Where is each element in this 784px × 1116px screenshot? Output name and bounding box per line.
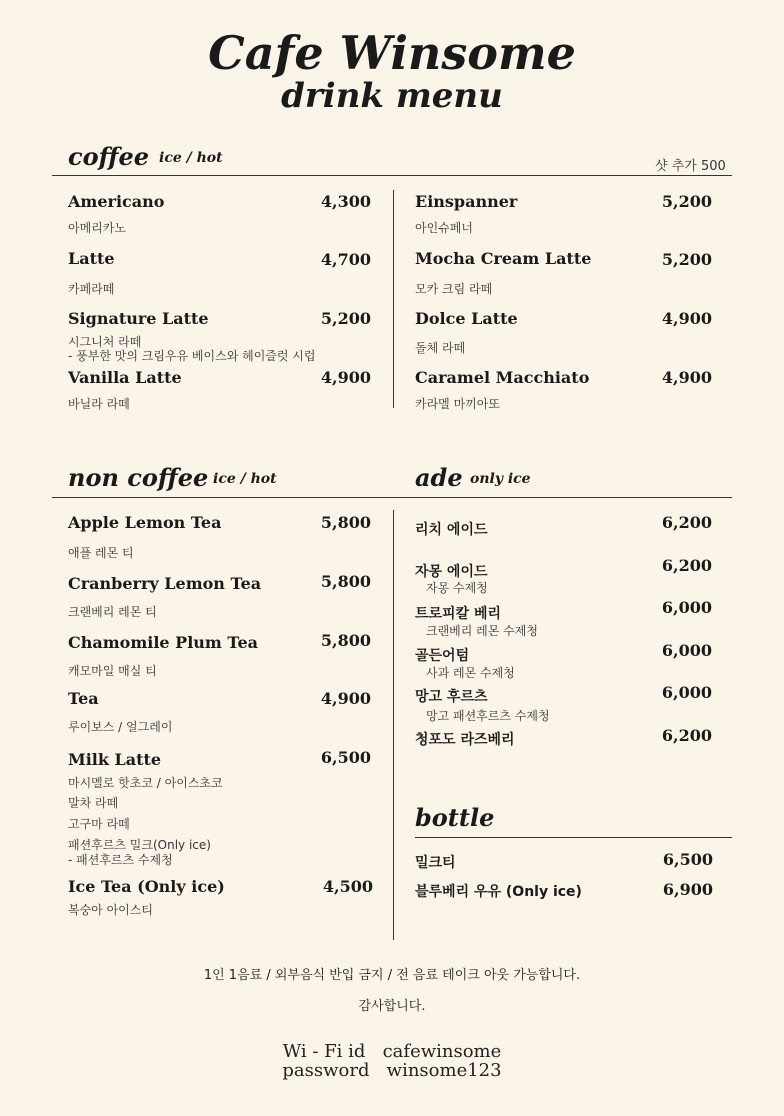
item-name: Latte (68, 249, 115, 268)
lower-column-divider (393, 510, 394, 940)
item-name: 자몽 에이드 (415, 564, 488, 580)
item-price: 6,500 (662, 850, 713, 869)
shot-extra-note: 샷 추가 500 (655, 159, 726, 174)
item-korean: 돌체 라떼 (415, 341, 466, 355)
item-korean: 루이보스 / 얼그레이 (68, 720, 173, 734)
item-korean: 복숭아 아이스티 (68, 903, 153, 917)
item-korean: 모카 크림 라떼 (415, 282, 493, 296)
item-name: Einspanner (415, 192, 518, 211)
item-description: 크랜베리 레몬 수제청 (426, 624, 538, 638)
item-price: 4,300 (320, 192, 371, 211)
item-korean: 아인슈페너 (415, 221, 473, 235)
item-price: 4,900 (320, 368, 371, 387)
item-name: 골든어텀 (415, 648, 470, 664)
coffee-section-title: coffee (68, 142, 150, 171)
item-price: 6,200 (661, 556, 712, 575)
item-korean: 마시멜로 핫초코 / 아이스초코 (68, 776, 223, 790)
item-price: 5,200 (661, 250, 712, 269)
item-price: 6,200 (661, 726, 712, 745)
wifi-info (0, 1042, 784, 1062)
bottle-section-title: bottle (415, 803, 495, 832)
item-price: 6,500 (320, 748, 371, 767)
item-name: 청포도 라즈베리 (415, 732, 515, 748)
noncoffee-divider (52, 497, 732, 498)
item-price: 4,900 (320, 689, 371, 708)
coffee-section-sub: ice / hot (159, 150, 223, 166)
item-korean: 바닐라 라떼 (68, 397, 130, 411)
item-name: Dolce Latte (415, 309, 518, 328)
item-price: 6,000 (661, 598, 712, 617)
item-description: 자몽 수제청 (426, 581, 488, 595)
coffee-column-divider (393, 190, 394, 408)
item-korean: 아메리카노 (68, 221, 126, 235)
item-korean: 말차 라떼 (68, 796, 119, 810)
item-name: 밀크티 (415, 855, 456, 871)
item-name: Chamomile Plum Tea (68, 633, 259, 652)
item-description: 사과 레몬 수제청 (426, 666, 515, 680)
item-name: Vanilla Latte (68, 368, 182, 387)
item-price: 5,800 (320, 513, 371, 532)
item-name: 트로피칼 베리 (415, 606, 502, 622)
ade-section-sub: only ice (470, 471, 531, 487)
footer-thanks: 감사합니다. (358, 999, 426, 1014)
item-name: 리치 에이드 (415, 522, 488, 538)
item-price: 4,900 (661, 309, 712, 328)
menu-subtitle: drink menu (281, 76, 503, 116)
item-name: Tea (68, 689, 99, 708)
item-price: 6,900 (662, 880, 713, 899)
password-value: winsome123 (386, 1060, 502, 1081)
item-name: Cranberry Lemon Tea (68, 574, 262, 593)
item-name: Apple Lemon Tea (68, 513, 222, 532)
item-korean: 애플 레몬 티 (68, 546, 134, 560)
item-description: - 패션후르츠 수제청 (68, 853, 173, 867)
wifi-id: cafewinsome (382, 1041, 502, 1062)
item-name: Signature Latte (68, 309, 209, 328)
item-name: 망고 후르츠 (415, 689, 488, 705)
cafe-title: Cafe Winsome (208, 26, 576, 80)
item-name: Mocha Cream Latte (415, 249, 592, 268)
item-korean: 크랜베리 레몬 티 (68, 605, 157, 619)
wifi-password (0, 1061, 784, 1081)
item-price: 4,500 (322, 877, 373, 896)
item-description: 망고 패션후르츠 수제청 (426, 709, 550, 723)
item-price: 6,200 (661, 513, 712, 532)
footer-notice: 1인 1음료 / 외부음식 반입 금지 / 전 음료 테이크 아웃 가능합니다. (203, 968, 581, 983)
item-price: 6,000 (661, 641, 712, 660)
item-price: 5,800 (320, 631, 371, 650)
item-price: 6,000 (661, 683, 712, 702)
noncoffee-section-sub: ice / hot (213, 471, 277, 487)
item-korean: 카페라떼 (68, 282, 115, 296)
item-price: 5,200 (320, 309, 371, 328)
noncoffee-section-title: non coffee (68, 463, 209, 492)
item-name: Ice Tea (Only ice) (68, 877, 225, 896)
wifi-label: Wi - Fi id (282, 1041, 366, 1062)
item-korean: 카라멜 마끼아또 (415, 397, 500, 411)
item-price: 4,700 (320, 250, 371, 269)
coffee-divider (52, 175, 732, 176)
item-name: 블루베리 우유 (Only ice) (415, 884, 582, 900)
item-name: Milk Latte (68, 750, 162, 769)
item-description: - 풍부한 맛의 크림우유 베이스와 헤이즐럿 시럽 (68, 349, 316, 363)
item-name: Caramel Macchiato (415, 368, 590, 387)
ade-section-title: ade (415, 463, 463, 492)
item-price: 5,200 (661, 192, 712, 211)
item-korean: 캐모마일 매실 티 (68, 664, 157, 678)
password-label: password (282, 1060, 370, 1081)
item-price: 5,800 (320, 572, 371, 591)
bottle-divider (415, 837, 732, 838)
item-korean: 패션후르츠 밀크(Only ice) (68, 838, 211, 852)
item-korean: 시그니처 라떼 (68, 335, 142, 349)
item-korean: 고구마 라떼 (68, 817, 130, 831)
item-price: 4,900 (661, 368, 712, 387)
item-name: Americano (68, 192, 165, 211)
